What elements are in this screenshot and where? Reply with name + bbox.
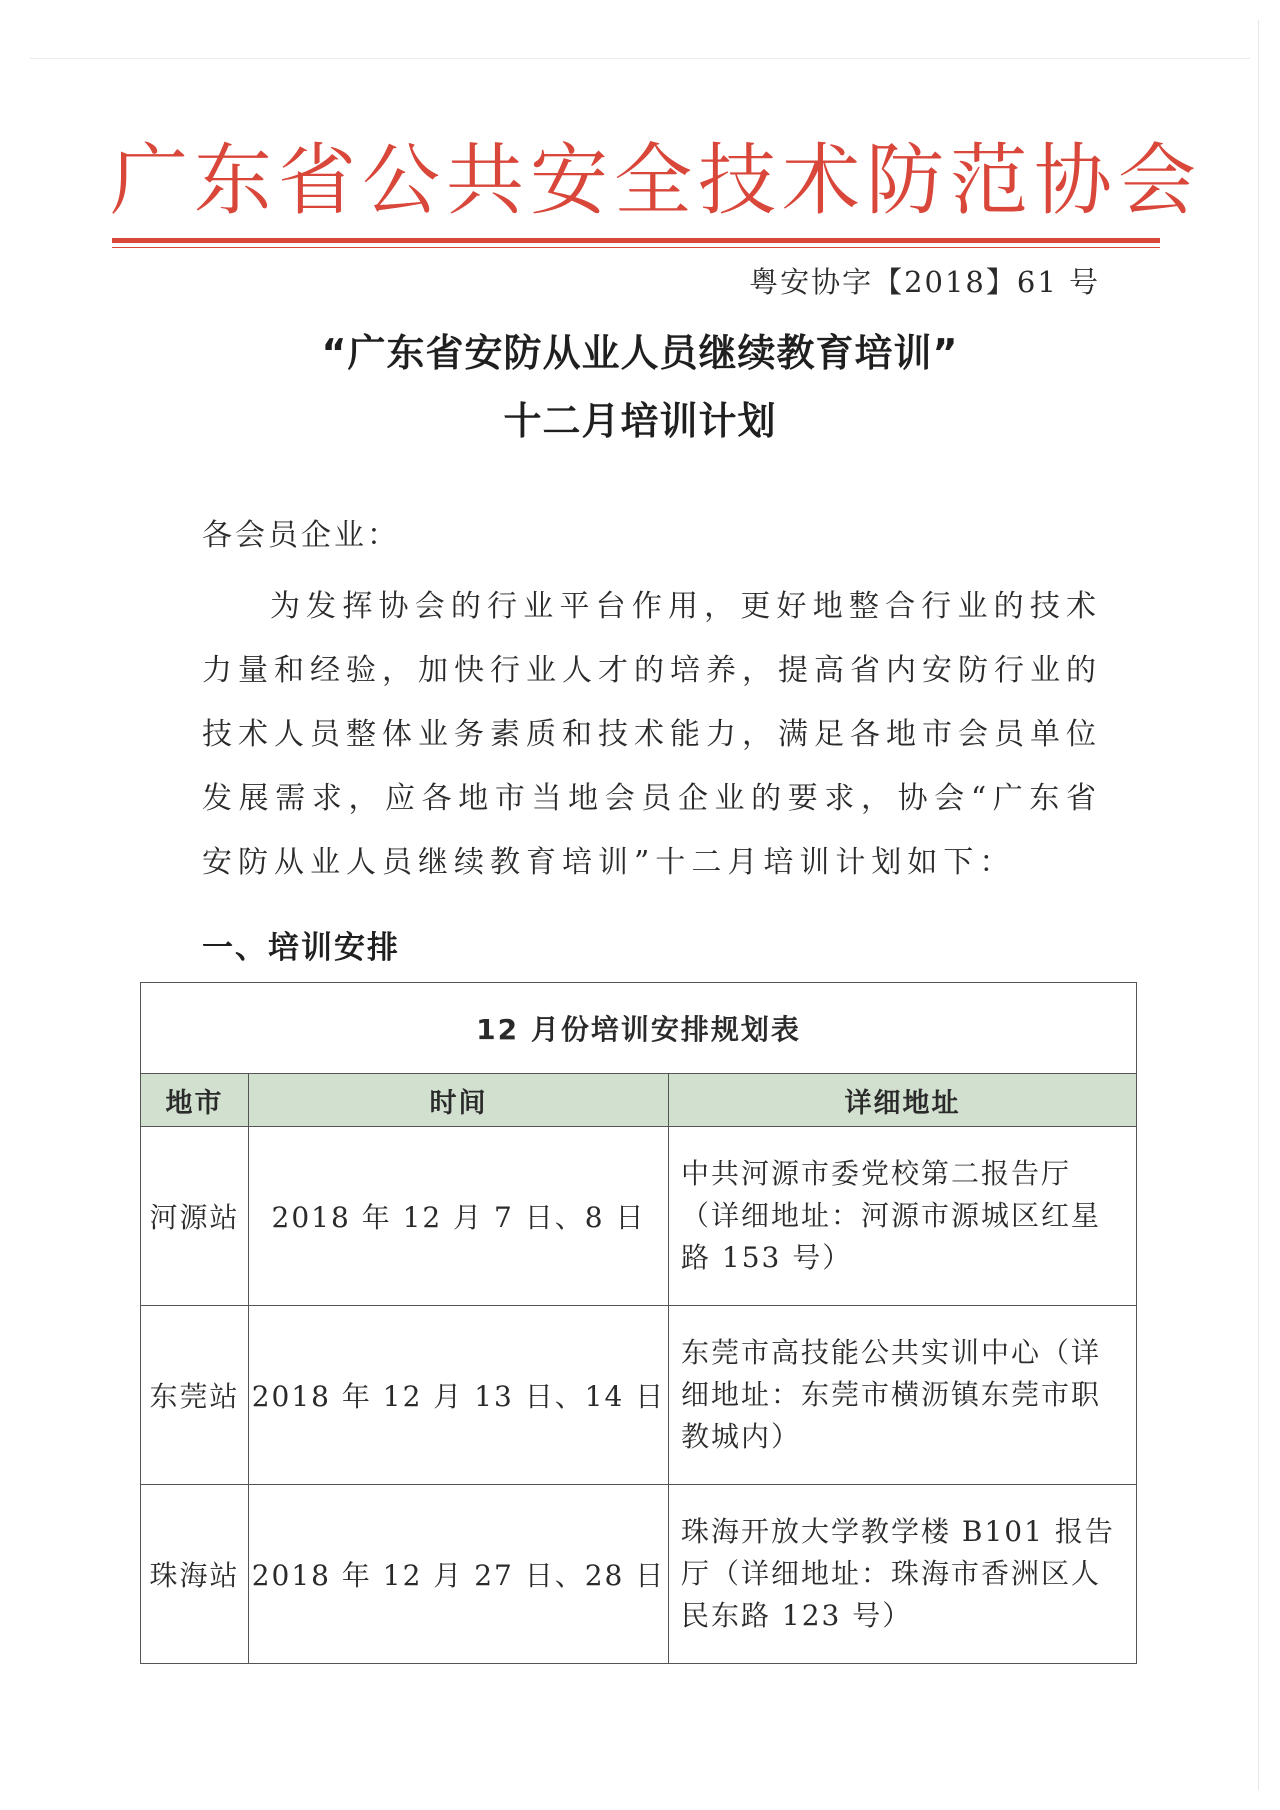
body-paragraph: 为发挥协会的行业平台作用，更好地整合行业的技术力量和经验，加快行业人才的培养，提高省内安防行业的技术人员整体业务素质和技术能力，满足各地市会员单位发展需求，应各地市当地会员企业的要求，协会“广东省安防从业人员继续教育培训”十二月培训计划如下： (202, 589, 1102, 880)
city-cell: 河源站 (141, 1127, 249, 1306)
letterhead-red-rule (112, 238, 1160, 243)
table-row (141, 1306, 1137, 1485)
document-subtitle: 十二月培训计划 (503, 399, 777, 443)
scan-edge-line (1258, 20, 1259, 1790)
time-cell: 2018 年 12 月 7 日、8 日 (249, 1127, 669, 1306)
training-schedule-table (140, 982, 1137, 1664)
table-caption: 12 月份培训安排规划表 (141, 983, 1137, 1074)
table-row (141, 1127, 1137, 1306)
address-cell: 中共河源市委党校第二报告厅（详细地址：河源市源城区红星路 153 号） (669, 1127, 1137, 1306)
document-number: 粤安协字【2018】61 号 (749, 265, 1100, 299)
city-cell: 珠海站 (141, 1485, 249, 1664)
time-cell: 2018 年 12 月 13 日、14 日 (249, 1306, 669, 1485)
time-cell: 2018 年 12 月 27 日、28 日 (249, 1485, 669, 1664)
column-header-time: 时间 (249, 1074, 669, 1127)
salutation: 各会员企业： (202, 518, 400, 553)
scan-edge-line (30, 58, 1250, 59)
section-heading: 一、培训安排 (202, 930, 400, 966)
letterhead-organization: 广东省公共安全技术防范协会 (110, 136, 1203, 226)
letterhead-red-rule-thin (112, 247, 1160, 248)
table-row (141, 1485, 1137, 1664)
address-cell: 东莞市高技能公共实训中心（详细地址：东莞市横沥镇东莞市职教城内） (669, 1306, 1137, 1485)
column-header-city: 地市 (141, 1074, 249, 1127)
city-cell: 东莞站 (141, 1306, 249, 1485)
column-header-address: 详细地址 (669, 1074, 1137, 1127)
table-header-row (141, 1074, 1137, 1127)
document-title: “广东省安防从业人员继续教育培训” (321, 331, 959, 375)
address-cell: 珠海开放大学教学楼 B101 报告厅（详细地址：珠海市香洲区人民东路 123 号） (669, 1485, 1137, 1664)
